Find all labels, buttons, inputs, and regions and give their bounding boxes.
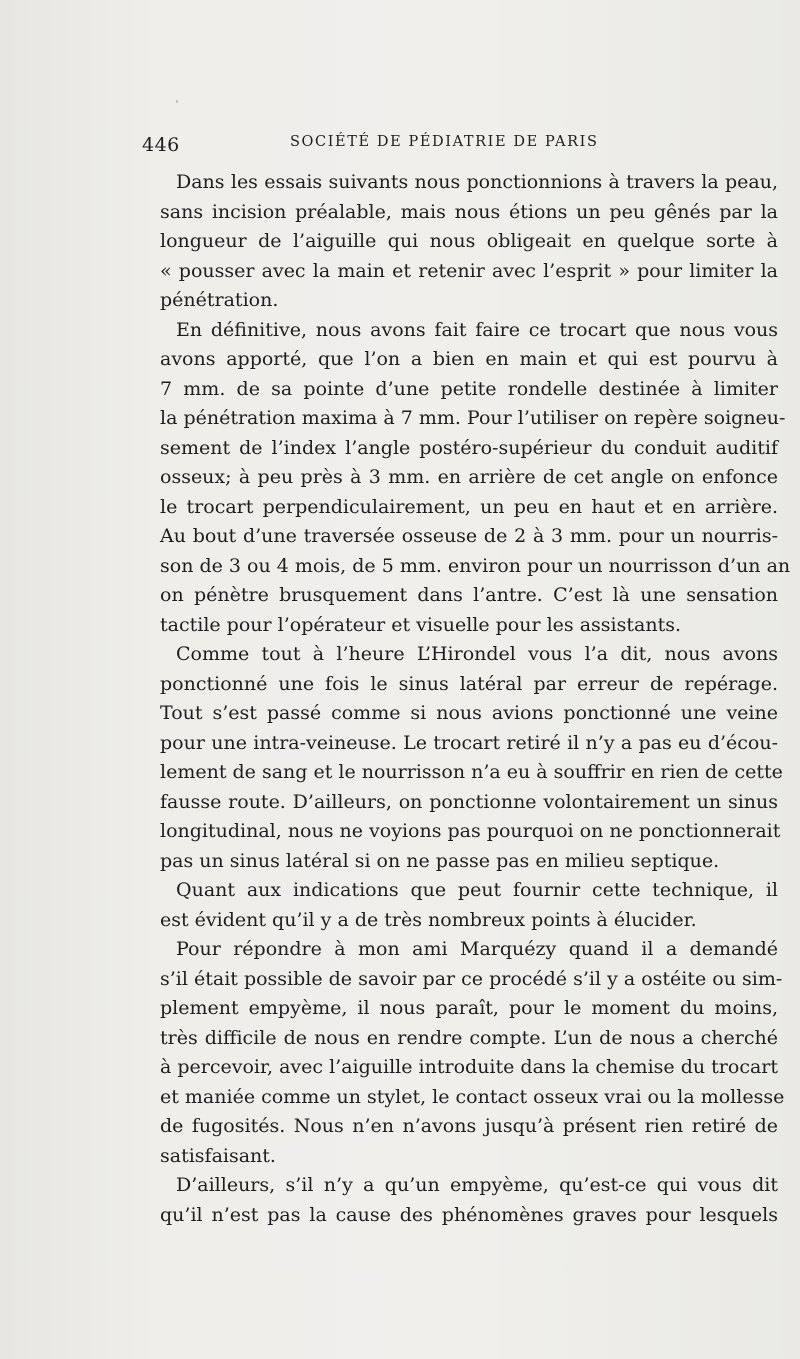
page-header (142, 128, 612, 164)
text-line: pas un sinus latéral si on ne passe pas en milieu septique. (160, 849, 720, 872)
text-line: très difficile de nous en rendre compte. L’un de nous a cherché (160, 1026, 778, 1049)
text-line: longueur de l’aiguille qui nous obligeait en quelque sorte à (160, 230, 778, 252)
text-line: D’ailleurs, s’il n’y a qu’un empyème, qu’est-ce qui vous dit (176, 1174, 778, 1196)
text-line: Quant aux indications que peut fournir cette technique, il (176, 879, 778, 901)
text-line: pénétration. (160, 289, 279, 311)
text-line: fausse route. D’ailleurs, on ponctionne volontairement un sinus (160, 790, 778, 813)
text-line: tactile pour l’opérateur et visuelle pour les assistants. (160, 613, 681, 636)
text-line: Tout s’est passé comme si nous avions ponctionné une veine (160, 702, 778, 724)
text-line: Comme tout à l’heure L’Hirondel vous l’a dit, nous avons (176, 643, 778, 665)
text-line: et maniée comme un stylet, le contact osseux vrai ou la mollesse (160, 1085, 785, 1108)
running-head: SOCIÉTÉ DE PÉDIATRIE DE PARIS (290, 134, 599, 150)
text-line: osseux; à peu près à 3 mm. en arrière de cet angle on enfonce (160, 466, 778, 488)
text-line: la pénétration maxima à 7 mm. Pour l’utiliser on repère soigneu- (160, 407, 786, 429)
text-line: satisfaisant. (160, 1144, 276, 1167)
text-line: lement de sang et le nourrisson n’a eu à souffrir en rien de cette (160, 761, 783, 783)
text-line: plement empyème, il nous paraît, pour le moment du moins, (160, 997, 778, 1019)
text-line: Au bout d’une traversée osseuse de 2 à 3 mm. pour un nourris- (160, 525, 778, 547)
text-line: En définitive, nous avons fait faire ce trocart que nous vous (176, 318, 778, 341)
text-line: avons apporté, que l’on a bien en main et qui est pourvu à (160, 348, 778, 370)
text-line: à percevoir, avec l’aiguille introduite dans la chemise du trocart (160, 1056, 778, 1078)
text-line: on pénètre brusquement dans l’antre. C’est là une sensation (160, 584, 778, 606)
paper-speck (176, 100, 178, 103)
text-line: sement de l’index l’angle postéro-supérieur du conduit auditif (160, 436, 778, 459)
text-line: son de 3 ou 4 mois, de 5 mm. environ pour un nourrisson d’un an (160, 554, 791, 577)
text-line: qu’il n’est pas la cause des phénomènes graves pour lesquels (160, 1203, 778, 1226)
text-line: 7 mm. de sa pointe d’une petite rondelle destinée à limiter (160, 377, 778, 400)
body-text (160, 168, 791, 1230)
text-line: est évident qu’il y a de très nombreux points à élucider. (160, 908, 697, 931)
text-line: Pour répondre à mon ami Marquézy quand il a demandé (176, 938, 778, 960)
text-line: de fugosités. Nous n’en n’avons jusqu’à présent rien retiré de (160, 1115, 778, 1137)
text-line: longitudinal, nous ne voyions pas pourquoi on ne ponctionnerait (160, 820, 781, 842)
text-line: s’il était possible de savoir par ce procédé s’il y a ostéite ou sim- (160, 967, 783, 990)
text-line: ponctionné une fois le sinus latéral par erreur de repérage. (160, 672, 778, 695)
text-line: sans incision préalable, mais nous étions un peu gênés par la (160, 200, 778, 223)
text-line: le trocart perpendiculairement, un peu en haut et en arrière. (160, 495, 778, 518)
page-number: 446 (142, 134, 180, 156)
text-line: « pousser avec la main et retenir avec l’esprit » pour limiter la (160, 259, 778, 282)
text-line: pour une intra-veineuse. Le trocart retiré il n’y a pas eu d’écou- (160, 731, 778, 754)
text-line: Dans les essais suivants nous ponctionnions à travers la peau, (176, 171, 778, 193)
